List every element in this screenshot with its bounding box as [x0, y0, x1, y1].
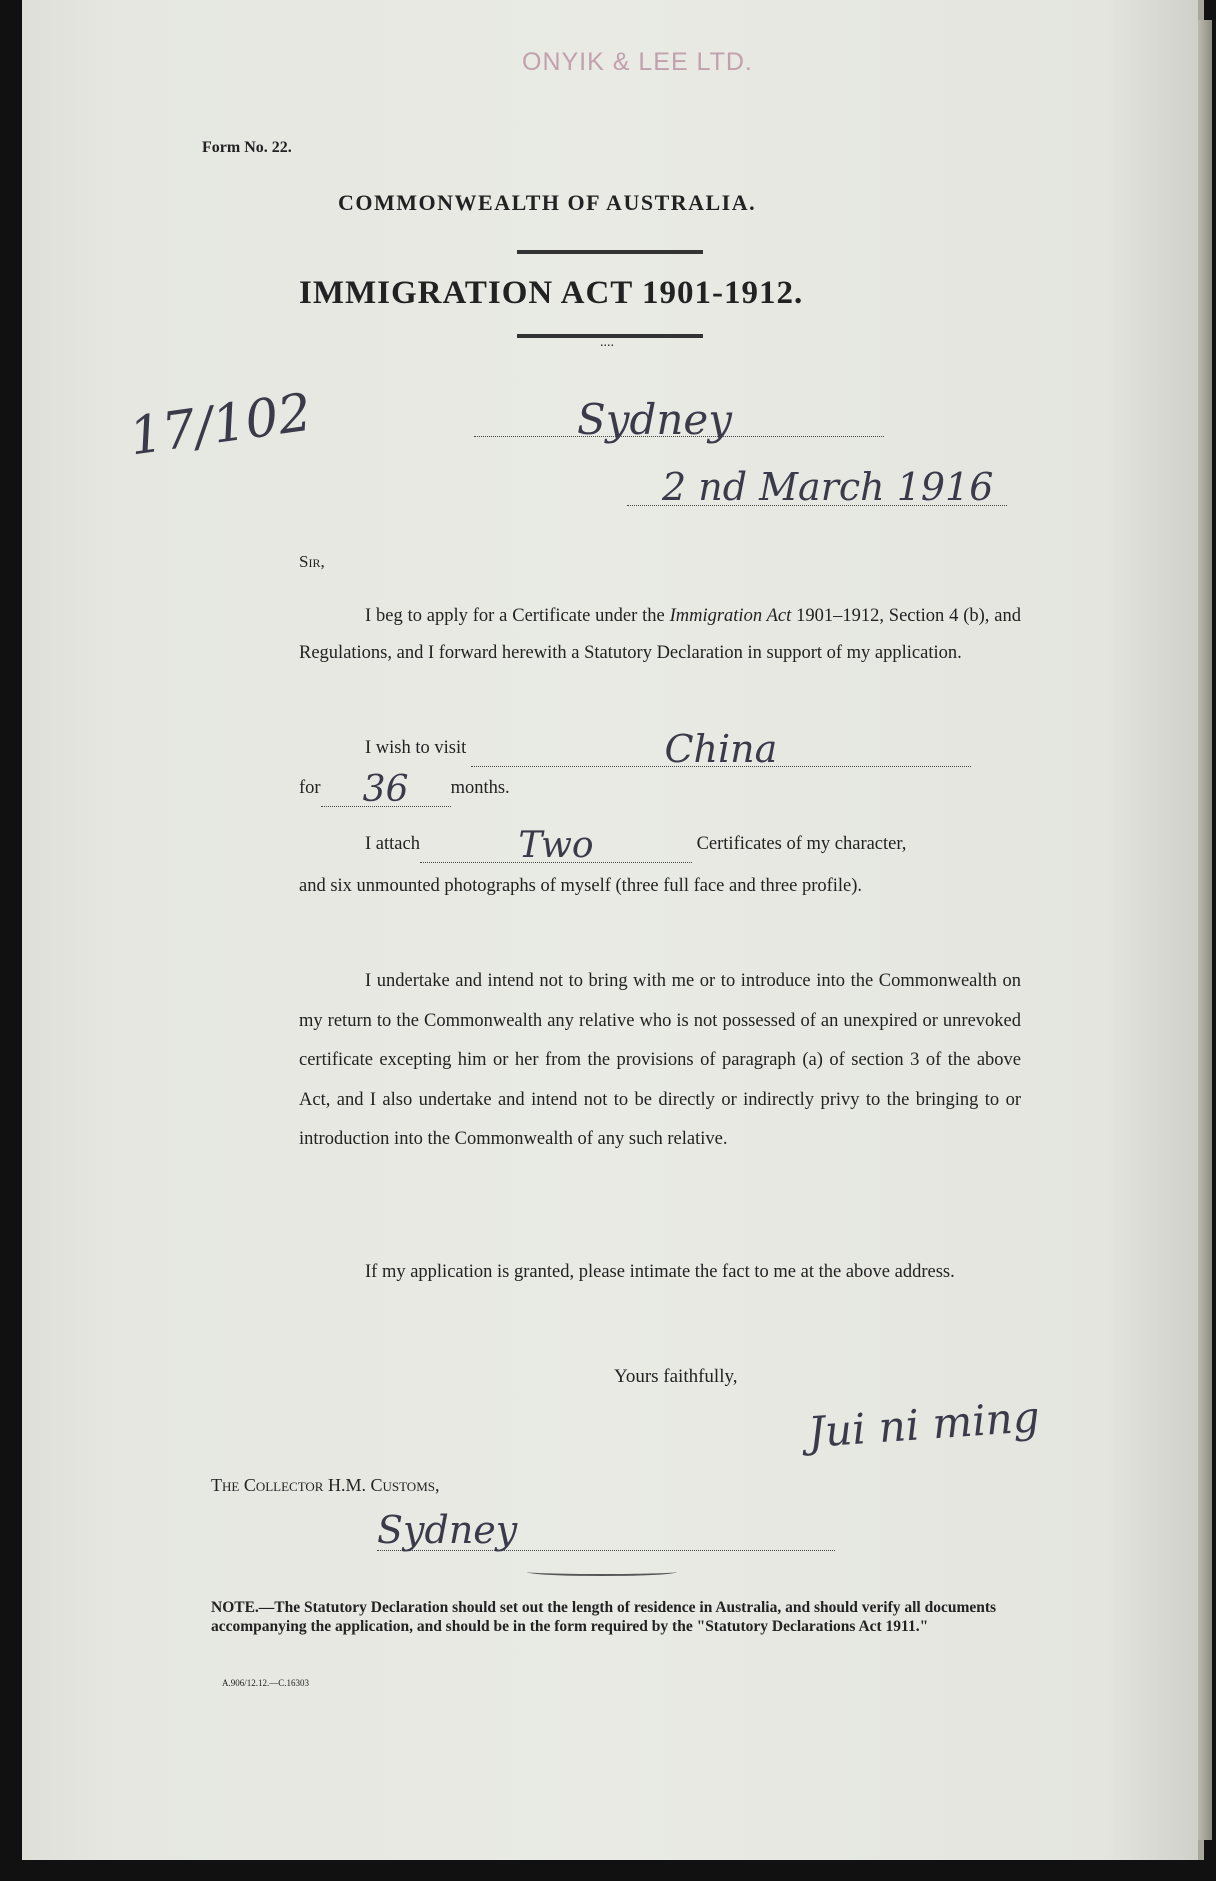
act-title: IMMIGRATION ACT 1901-1912.	[299, 275, 804, 311]
certificates-field	[420, 825, 692, 866]
addressee: The Collector H.M. Customs,	[211, 1475, 440, 1495]
form-number: Form No. 22.	[202, 139, 292, 156]
handwritten-reference: 17/102	[125, 382, 316, 468]
handwritten-certificates: Two	[518, 825, 594, 866]
application-paragraph	[299, 598, 1021, 672]
handwritten-months: 36	[362, 769, 409, 810]
document-page	[22, 0, 1204, 1860]
attach-line	[299, 825, 1021, 866]
attach-label: I attach	[365, 834, 420, 854]
visit-line	[299, 727, 1021, 771]
handwritten-date: 2 nd March 1916	[662, 465, 994, 509]
granted-paragraph: If my application is granted, please intimate the fact to me at the above address.	[365, 1262, 955, 1282]
heading-dots: ....	[600, 335, 614, 350]
flourish-line	[527, 1568, 677, 1576]
handwritten-collector-place: Sydney	[377, 1508, 518, 1552]
company-stamp: ONYIK & LEE LTD.	[522, 48, 753, 76]
months-label: months.	[450, 778, 510, 798]
handwritten-place: Sydney	[577, 395, 733, 444]
visit-label: I wish to visit	[365, 738, 467, 758]
print-code: A.906/12.12.—C.16303	[222, 1678, 310, 1688]
closing: Yours faithfully,	[614, 1366, 738, 1387]
undertaking-paragraph: I undertake and intend not to bring with me or to introduce into the Commonwealth on my return to the Commonwealth any relative who is not possessed of an unexpired or unrevoked certificate excepting him or her from the provisions of paragraph (a) of section 3 of the above Act, and I also undertake and intend not to be directly or indirectly privy to the bringing to or introduction into the Commonwealth of any such relative.	[299, 971, 1021, 1149]
photos-paragraph: and six unmounted photographs of myself (three full face and three profile).	[299, 876, 863, 896]
handwritten-destination: China	[664, 727, 778, 771]
handwritten-signature: Jui ni ming	[806, 1391, 1042, 1458]
act-name-italic: Immigration Act	[669, 606, 792, 626]
para1-start: I beg to apply for a Certificate under the	[365, 606, 670, 626]
months-field	[321, 769, 451, 810]
for-label: for	[299, 778, 321, 798]
destination-field	[471, 727, 971, 771]
salutation: Sir,	[299, 552, 325, 571]
heading-rule-top	[517, 250, 703, 254]
para1-end: 1901–1912, Section 4 (b), and Regulations, and I forward herewith a Statutory Declaration in support of my application.	[299, 606, 1021, 663]
country-heading: COMMONWEALTH OF AUSTRALIA.	[338, 190, 757, 215]
certificates-label: Certificates of my character,	[696, 834, 907, 854]
months-line	[299, 769, 1021, 810]
note: NOTE.—The Statutory Declaration should set out the length of residence in Australia, and should verify all documents accompanying the application, and should be in the form required by the "Statutory Declarations Act 1911."	[211, 1599, 997, 1635]
